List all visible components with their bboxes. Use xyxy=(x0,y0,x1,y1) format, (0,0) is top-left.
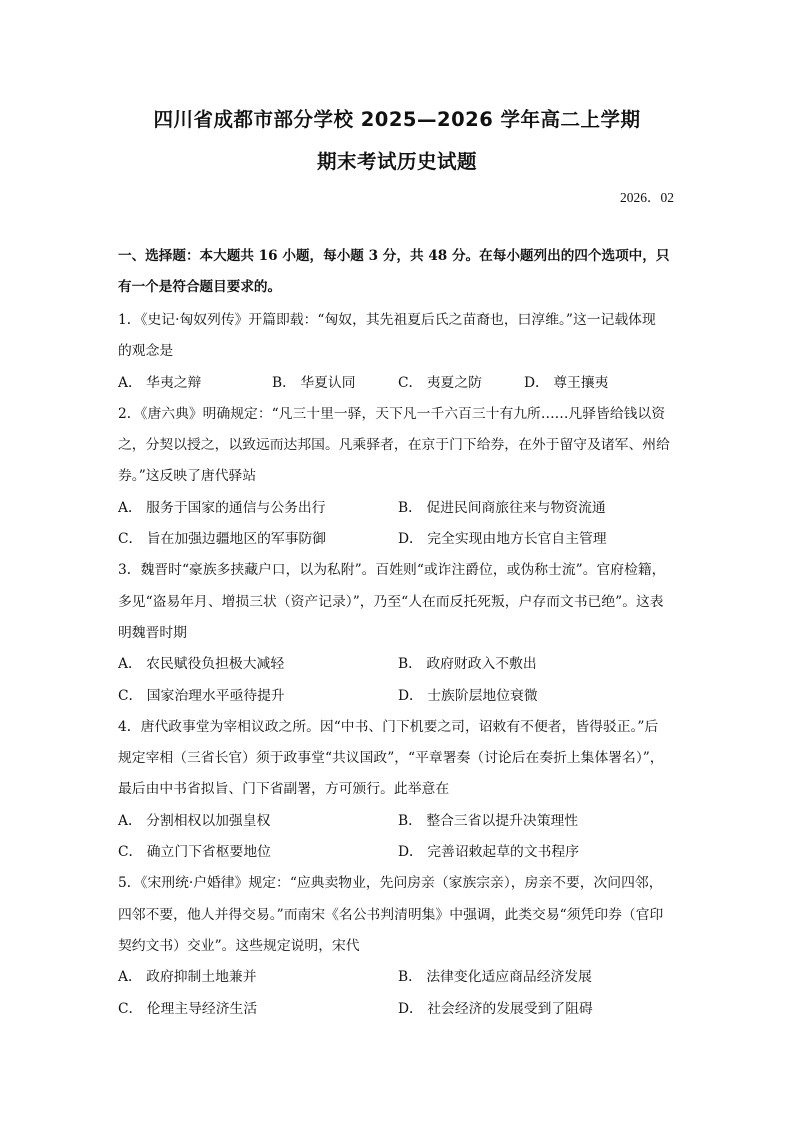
option-a: A． 政府抑制土地兼并 xyxy=(118,969,257,986)
option-a: A． 华夷之辩 xyxy=(118,374,202,391)
option-c: C． 确立门下省枢要地位 xyxy=(118,844,271,861)
option-d: D． 完全实现由地方长官自主管理 xyxy=(398,531,607,548)
option-b: B． 法律变化适应商品经济发展 xyxy=(398,969,592,986)
question-stem-line: 之，分契以授之，以致远而达邦国。凡乘驿者，在京于门下给券，在外于留守及诸军、州给 xyxy=(118,437,670,454)
options-row xyxy=(118,681,680,712)
section-heading-line: 有一个是符合题目要求的。 xyxy=(118,278,282,295)
exam-subtitle: 期末考试历史试题 xyxy=(316,150,477,173)
option-d: D． 社会经济的发展受到了阻碍 xyxy=(398,1000,593,1017)
options-row xyxy=(118,837,680,868)
question-stem-line: 规定宰相（三省长官）须于政事堂“共议国政”，“平章署奏（讨论后在奏折上集体署名）”， xyxy=(118,750,664,767)
options-row xyxy=(118,368,680,399)
options-row xyxy=(118,649,680,680)
question-stem-line: 的观念是 xyxy=(118,343,174,360)
option-b: B． 华夏认同 xyxy=(272,374,356,391)
option-b: B． 促进民间商旅往来与物资流通 xyxy=(398,499,606,516)
option-d: D． 完善诏敕起草的文书程序 xyxy=(398,844,580,861)
options-row xyxy=(118,524,680,555)
option-a: A． 分割相权以加强皇权 xyxy=(118,812,271,829)
options-row xyxy=(118,806,680,837)
question-stem-line: 2．《唐六典》明确规定：“凡三十里一驿，天下凡一千六百三十有九所……凡驿皆给钱以资 xyxy=(118,405,666,422)
option-c: C． 夷夏之防 xyxy=(398,374,482,391)
section-heading xyxy=(118,241,680,302)
options-row xyxy=(118,994,680,1025)
option-a: A． 服务于国家的通信与公务出行 xyxy=(118,499,326,516)
exam-date: 2026．02 xyxy=(620,190,674,205)
question-5 xyxy=(118,868,680,1024)
option-c: C． 国家治理水平亟待提升 xyxy=(118,687,285,704)
option-c: C． 旨在加强边疆地区的军事防御 xyxy=(118,531,327,548)
question-stem-line: 4．唐代政事堂为宰相议政之所。因“中书、门下机要之司，诏敕有不便者，皆得驳正。”后 xyxy=(118,718,659,735)
question-stem-line: 明魏晋时期 xyxy=(118,624,187,641)
question-list xyxy=(118,305,680,1025)
options-row xyxy=(118,493,680,524)
question-stem-line: 3．魏晋时“豪族多挟藏户口，以为私附”。百姓则“或诈注爵位，或伪称士流”。官府检籍， xyxy=(118,562,666,579)
question-stem-line: 5．《宋刑统·户婚律》规定：“应典卖物业，先问房亲（家族宗亲），房亲不要，次问四邻， xyxy=(118,875,663,892)
option-b: B． 政府财政入不敷出 xyxy=(398,656,537,673)
exam-title: 四川省成都市部分学校 2025—2026 学年高二上学期 xyxy=(153,108,641,131)
question-stem-line: 四邻不要，他人并得交易。”而南宋《名公书判清明集》中强调，此类交易“须凭印券（官印 xyxy=(118,906,664,923)
question-stem-line: 契约文书）交业”。这些规定说明，宋代 xyxy=(118,937,360,954)
options-row xyxy=(118,962,680,993)
question-3 xyxy=(118,555,680,711)
option-a: A． 农民赋役负担极大减轻 xyxy=(118,656,285,673)
question-stem-line: 1．《史记·匈奴列传》开篇即载：“匈奴，其先祖夏后氏之苗裔也，曰淳维。”这一记载体现 xyxy=(118,312,656,328)
section-heading-line: 一、选择题：本大题共 16 小题，每小题 3 分，共 48 分。在每小题列出的四个选项中，只 xyxy=(118,248,670,264)
option-d: D． 尊王攘夷 xyxy=(524,374,609,391)
question-4 xyxy=(118,712,680,868)
question-stem-line: 最后由中书省拟旨、门下省副署，方可颁行。此举意在 xyxy=(118,781,450,798)
question-2 xyxy=(118,399,680,555)
option-c: C． 伦理主导经济生活 xyxy=(118,1000,258,1017)
question-stem-line: 券。”这反映了唐代驿站 xyxy=(118,468,257,485)
question-1 xyxy=(118,305,680,399)
question-stem-line: 多见“盗易年月、增损三状（资产记录）”，乃至“人在而反托死叛，户存而文书已绝”。这表 xyxy=(118,593,664,610)
option-d: D． 士族阶层地位衰微 xyxy=(398,687,538,704)
option-b: B． 整合三省以提升决策理性 xyxy=(398,812,579,829)
